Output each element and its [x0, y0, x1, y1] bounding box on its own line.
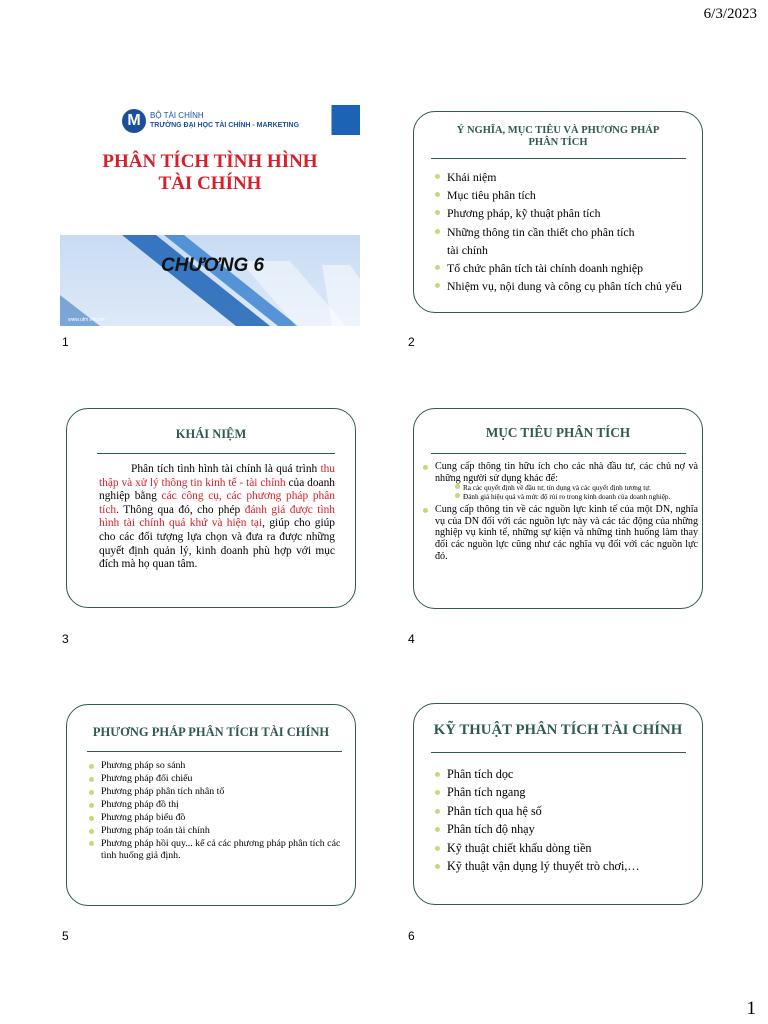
title-divider: [87, 751, 342, 752]
list-item: Phương pháp phân tích nhân tố: [88, 786, 350, 799]
definition-paragraph: [99, 463, 335, 572]
slide-number-5: 5: [62, 929, 69, 943]
sub-list-item: • Đánh giá hiệu quả và mức độ rủi ro trong kinh doanh của doanh nghiệp.: [455, 493, 698, 502]
list-item: Phương pháp, kỹ thuật phân tích: [434, 204, 696, 222]
slide-4-heading: MỤC TIÊU PHÂN TÍCH: [485, 425, 631, 440]
slide-number-6: 6: [408, 929, 415, 943]
slide-6-list: [434, 765, 696, 875]
objective-text: Cung cấp thông tin về các nguồn lực kinh tế của một DN, nghĩa vụ của DN đối với các nguồn lực này và các tác động của những nghiệp vụ kinh tế, những sự kiện và những tình huống làm thay đổi các nguồn lực cũng như các nghĩa vụ đối với các nguồn lực đó.: [435, 504, 698, 562]
list-item: Phương pháp đồ thị: [88, 799, 350, 812]
list-item: Nhiệm vụ, nội dung và công cụ phân tích chủ yếu: [434, 277, 696, 295]
definition-text: Phân tích tình hình tài chính là quá trình: [131, 463, 321, 475]
university-logo-icon: M: [122, 109, 146, 133]
logo-band: [122, 105, 360, 135]
slide-1-heading-line1: PHÂN TÍCH TÌNH HÌNH: [102, 151, 318, 172]
definition-highlight: các công cụ, các phương pháp phân tích: [99, 490, 335, 516]
university-name: TRƯỜNG ĐẠI HỌC TÀI CHÍNH - MARKETING: [150, 122, 300, 129]
list-item: Phân tích độ nhạy: [434, 820, 696, 838]
definition-highlight: đánh giá được tình hình tài chính quá khứ và hiện tại: [99, 503, 335, 530]
list-item: Khái niệm: [434, 168, 696, 186]
slide-number-2: 2: [408, 335, 415, 349]
list-item: Phân tích qua hệ số: [434, 802, 696, 820]
title-divider: [431, 453, 686, 454]
title-divider: [431, 158, 686, 159]
list-item: Phương pháp biểu đồ: [88, 812, 350, 825]
list-item: [422, 461, 698, 502]
objective-text: Cung cấp thông tin hữu ích cho các nhà đầu tư, các chủ nợ và những người sử dụng khác để:: [435, 461, 698, 484]
slide-1-title: [60, 103, 360, 326]
definition-highlight: thu thập và xử lý thông tin kinh tế - tài chính: [99, 463, 335, 489]
title-divider: [97, 453, 335, 454]
list-item: [422, 504, 698, 562]
list-item: Kỹ thuật vận dụng lý thuyết trò chơi,…: [434, 857, 696, 875]
definition-text: của doanh nghiệp bằng: [99, 476, 335, 503]
slide-6-heading: KỸ THUẬT PHÂN TÍCH TÀI CHÍNH: [433, 722, 683, 738]
list-item: Phương pháp toán tài chính: [88, 825, 350, 838]
slide-5-heading: PHƯƠNG PHÁP PHÂN TÍCH TÀI CHÍNH: [92, 725, 330, 739]
slide-4-objectives: [413, 408, 703, 609]
list-item: Phân tích ngang: [434, 783, 696, 801]
list-item: Những thông tin cần thiết cho phân tích tài chính: [434, 223, 696, 259]
slide-2-list: [434, 168, 696, 295]
list-item: Phân tích dọc: [434, 765, 696, 783]
slide-1-heading-line2: TÀI CHÍNH: [158, 173, 262, 194]
ministry-name: BỘ TÀI CHÍNH: [150, 111, 204, 120]
list-item: Kỹ thuật chiết khấu dòng tiền: [434, 839, 696, 857]
slide-number-3: 3: [62, 632, 69, 646]
website-url: www.ufm.edu.vn: [68, 317, 105, 323]
sub-list-item: • Ra các quyết định về đầu tư, tín dụng và các quyết định tương tự.: [455, 484, 698, 493]
list-item: Phương pháp đối chiếu: [88, 773, 350, 786]
print-date: 6/3/2023: [703, 6, 757, 22]
slide-2-heading: [414, 125, 702, 149]
slide-number-4: 4: [408, 632, 415, 646]
slide-5-list: [88, 760, 350, 862]
list-item: Phương pháp hồi quy... kể cả các phương pháp phân tích các tình huống giả định.: [88, 837, 350, 862]
slide-2-overview: [413, 111, 703, 313]
definition-text: . Thông qua đó, cho phép: [116, 503, 245, 516]
slide-2-heading-line2: PHÂN TÍCH: [528, 137, 588, 148]
decorative-stripes-icon: [60, 235, 360, 326]
title-divider: [431, 752, 686, 753]
slide-6-techniques: [413, 703, 703, 905]
page-number: 1: [746, 998, 756, 1019]
list-item: Mục tiêu phân tích: [434, 186, 696, 204]
slide-number-1: 1: [62, 335, 69, 349]
slide-2-heading-line1: Ý NGHĨA, MỤC TIÊU VÀ PHƯƠNG PHÁP: [456, 125, 660, 136]
list-item: Tổ chức phân tích tài chính doanh nghiệp: [434, 259, 696, 277]
definition-text: , giúp cho giúp cho các đối tượng lựa chọn và đưa ra được những quyết định quản lý, kinh doanh phù hợp với mục đích mà họ quan tâm.: [99, 517, 335, 571]
slide-1-heading: [60, 151, 360, 195]
slide-3-heading: KHÁI NIỆM: [175, 427, 247, 441]
slide-5-methods: [66, 704, 356, 906]
slide-4-list: [422, 461, 698, 562]
sub-list: [435, 484, 698, 502]
list-item: Phương pháp so sánh: [88, 760, 350, 773]
chapter-label: CHƯƠNG 6: [161, 255, 265, 276]
slide-3-definition: [66, 408, 356, 608]
